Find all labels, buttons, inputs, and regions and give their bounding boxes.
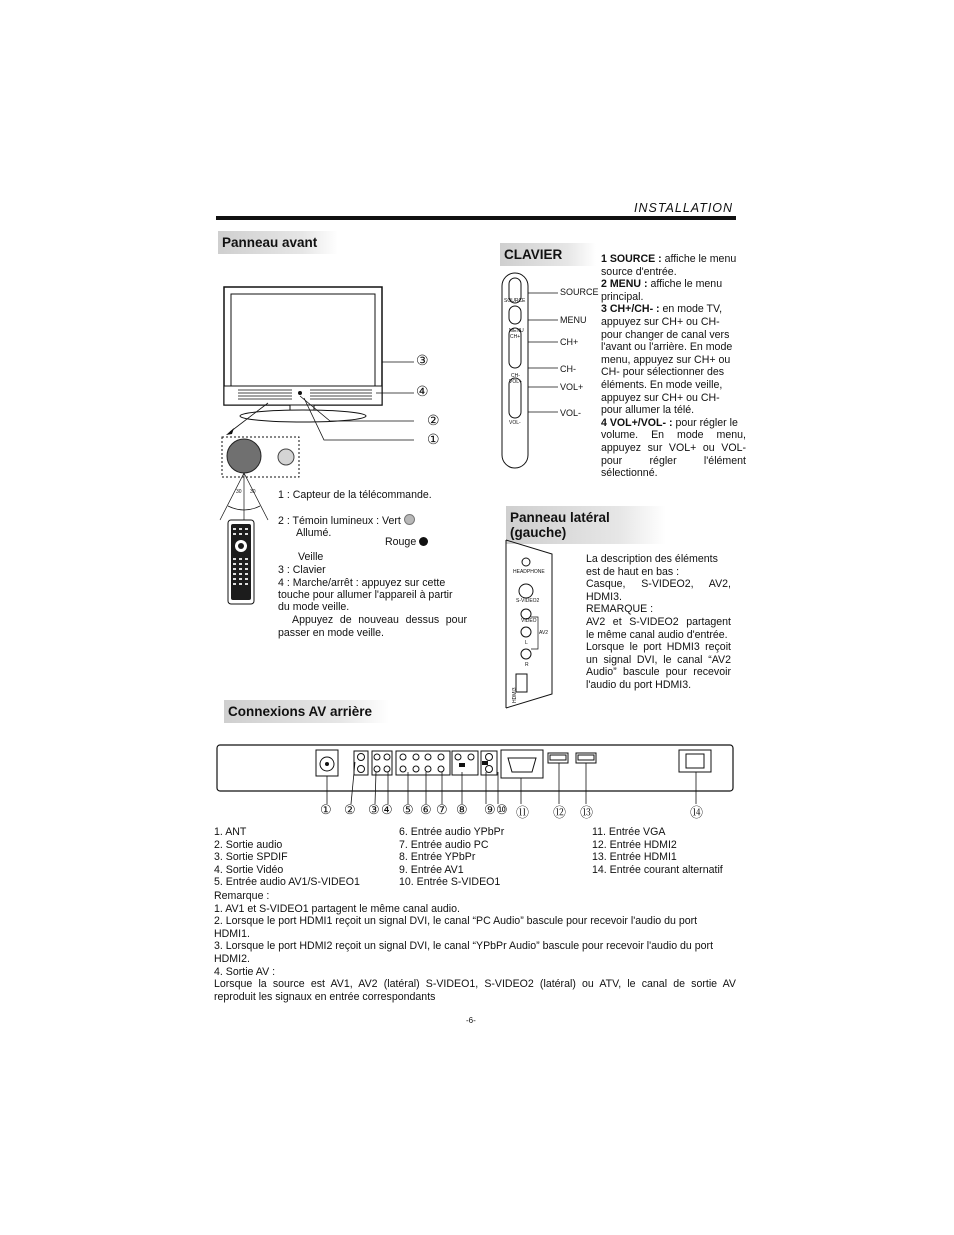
rear-item: 5. Entrée audio AV1/S-VIDEO1: [214, 876, 360, 889]
rear-num-4: ④: [381, 802, 393, 817]
front-item-4c: du mode veille.: [278, 601, 350, 613]
desc-line: l'avant ou l'arrière. En mode: [601, 341, 733, 354]
side-panel-diagram: [502, 536, 562, 712]
key-label-source: SOURCE: [504, 298, 526, 304]
front-item-4b: touche pour allumer l'appareil à partir: [278, 589, 453, 601]
desc-line: menu, appuyez sur CH+ ou: [601, 353, 731, 366]
side-line: est de haut en bas :: [586, 565, 680, 578]
front-item-4d: Appuyez de nouveau dessus pour: [292, 614, 467, 626]
side-line: HDMI3.: [586, 590, 622, 603]
header-rule: [216, 216, 736, 220]
rear-num-10: ⑩: [496, 802, 508, 817]
callout-2: ②: [427, 412, 440, 428]
side-label-l: L: [525, 640, 528, 646]
clavier-title: CLAVIER: [500, 243, 596, 266]
desc-line: CH- pour sélectionner des: [601, 366, 725, 379]
callout-4: ④: [416, 383, 429, 399]
key-label-chminus: CH-: [511, 373, 520, 379]
side-description: [586, 553, 731, 692]
desc-line: 1 SOURCE : affiche le menu: [601, 253, 737, 265]
front-item-3: 3 : Clavier: [278, 564, 326, 576]
key-label-volplus: VOL+: [509, 379, 522, 385]
front-item-1: 1 : Capteur de la télécommande.: [278, 489, 432, 501]
rear-item: 10. Entrée S-VIDEO1: [399, 876, 501, 889]
desc-line: 3 CH+/CH- : en mode TV,: [601, 303, 723, 316]
clavier-volminus-label: VOL-: [560, 408, 582, 418]
desc-line: principal.: [601, 290, 644, 303]
remark-line: HDMI2.: [214, 952, 250, 965]
side-line: un signal DVI, le canal “AV2: [586, 653, 731, 666]
rear-num-6: ⑥: [420, 802, 432, 817]
side-label-svideo2: S-VIDEO2: [516, 598, 540, 604]
remark-line: Remarque :: [214, 890, 270, 902]
front-panel-title: Panneau avant: [218, 231, 338, 254]
side-line: REMARQUE :: [586, 603, 654, 616]
rear-num-3: ③: [368, 802, 380, 817]
front-item-4a: 4 : Marche/arrêt : appuyez sur cette: [278, 577, 446, 589]
side-line: Audio” bascule pour recevoir: [586, 666, 731, 679]
rear-num-13: ⑬: [580, 805, 594, 820]
front-item-2-on: Allumé.: [296, 527, 332, 539]
rear-item: 9. Entrée AV1: [399, 863, 464, 876]
rear-item: 12. Entrée HDMI2: [592, 838, 677, 851]
desc-line: appuyez sur VOL+ ou VOL-: [601, 441, 746, 454]
desc-line: pour allumer la télé.: [601, 404, 695, 417]
section-header: INSTALLATION: [634, 201, 734, 215]
rear-item: 13. Entrée HDMI1: [592, 851, 677, 864]
desc-line: appuyez sur CH+ ou CH-: [601, 315, 720, 328]
side-line: AV2 et S-VIDEO2 partagent: [586, 615, 731, 628]
rear-item: 14. Entrée courant alternatif: [592, 863, 723, 876]
desc-line: 2 MENU : affiche le menu: [601, 278, 723, 291]
front-item-2-standby: Veille: [298, 551, 324, 563]
rear-num-2: ②: [344, 802, 356, 817]
desc-line: éléments. En mode veille,: [601, 378, 723, 391]
desc-line: source d'entrée.: [601, 265, 677, 278]
desc-line: 4 VOL+/VOL- : pour régler le: [601, 416, 738, 429]
key-label-chplus: CH+: [510, 334, 521, 340]
angle-right: 30: [250, 489, 256, 495]
remark-line: Lorsque la source est AV1, AV2 (latéral) S-VIDEO1, S-VIDEO2 (latéral) ou ATV, le canal de sortie AV: [214, 978, 736, 991]
remark-line: reproduit les signaux en entrée correspondants: [214, 990, 436, 1003]
rear-num-7: ⑦: [436, 802, 448, 817]
key-label-menu: MENU: [509, 328, 524, 334]
side-line: La description des éléments: [586, 553, 718, 565]
remark-line: HDMI1.: [214, 927, 250, 940]
desc-line: pour régler l'élément: [601, 454, 746, 467]
rear-item: 6. Entrée audio YPbPr: [399, 826, 505, 838]
rear-num-14: ⑭: [690, 805, 704, 820]
desc-line: volume. En mode menu,: [601, 429, 746, 442]
remark-line: 2. Lorsque le port HDMI1 reçoit un signal DVI, le canal “PC Audio” bascule pour recevoir l'audio du port: [214, 915, 698, 928]
rear-list-col1: [214, 826, 360, 889]
rear-num-12: ⑫: [553, 805, 567, 820]
clavier-source-label: SOURCE: [560, 287, 599, 297]
desc-line: sélectionné.: [601, 467, 658, 480]
remark-line: 1. AV1 et S-VIDEO1 partagent le même canal audio.: [214, 902, 460, 915]
side-panel-title: Panneau latéral (gauche): [506, 506, 666, 544]
side-label-hdmi3: HDMI3: [512, 687, 518, 703]
clavier-volplus-label: VOL+: [560, 382, 584, 392]
front-item-2: 2 : Témoin lumineux : Vert: [278, 514, 415, 528]
clavier-chplus-label: CH+: [560, 337, 579, 347]
rear-num-11: ⑪: [516, 805, 530, 820]
desc-line: pour changer de canal vers: [601, 328, 730, 341]
rear-num-9: ⑨: [484, 802, 496, 817]
rear-item: 2. Sortie audio: [214, 838, 283, 851]
side-label-av2: AV2: [539, 630, 549, 636]
rear-remarks: [214, 890, 736, 1003]
rear-item: 8. Entrée YPbPr: [399, 851, 476, 864]
rear-item: 7. Entrée audio PC: [399, 838, 489, 851]
clavier-chminus-label: CH-: [560, 364, 576, 374]
remark-line: 4. Sortie AV :: [214, 965, 276, 978]
rear-num-5: ⑤: [402, 802, 414, 817]
front-item-2-red: Rouge: [385, 536, 428, 549]
rear-item: 3. Sortie SPDIF: [214, 851, 288, 864]
callout-3: ③: [416, 352, 429, 368]
side-label-video: VIDEO: [521, 618, 537, 624]
rear-panel-title: Connexions AV arrière: [224, 700, 389, 723]
side-label-r: R: [525, 662, 529, 668]
rear-list-col3: [592, 826, 723, 876]
side-label-headphone: HEADPHONE: [513, 569, 545, 575]
side-line: Casque, S-VIDEO2, AV2,: [586, 578, 731, 591]
rear-num-1: ①: [320, 802, 332, 817]
side-line: l'audio du port HDMI3.: [586, 678, 692, 691]
desc-line: appuyez sur CH+ ou CH-: [601, 391, 720, 404]
rear-item: 11. Entrée VGA: [592, 826, 666, 838]
rear-panel-diagram: [216, 742, 736, 822]
rear-list-col2: [399, 826, 504, 889]
remark-line: 3. Lorsque le port HDMI2 reçoit un signal DVI, le canal “YPbPr Audio” bascule pour recevoir l'audio du port: [214, 940, 714, 953]
front-item-4e: passer en mode veille.: [278, 627, 384, 639]
side-line: le même canal audio d'entrée.: [586, 628, 728, 641]
side-line: Lorsque le port HDMI3 reçoit: [586, 641, 731, 654]
rear-item: 4. Sortie Vidéo: [214, 863, 284, 876]
green-led-icon: [404, 514, 415, 525]
clavier-menu-label: MENU: [560, 315, 587, 325]
rear-num-8: ⑧: [456, 802, 468, 817]
clavier-description: [601, 253, 746, 480]
key-label-volminus: VOL-: [509, 420, 521, 426]
callout-1: ①: [427, 431, 440, 447]
page-number: -6-: [466, 1016, 476, 1025]
red-led-icon: [419, 537, 428, 546]
angle-left: 30: [236, 489, 242, 495]
rear-item: 1. ANT: [214, 826, 247, 838]
